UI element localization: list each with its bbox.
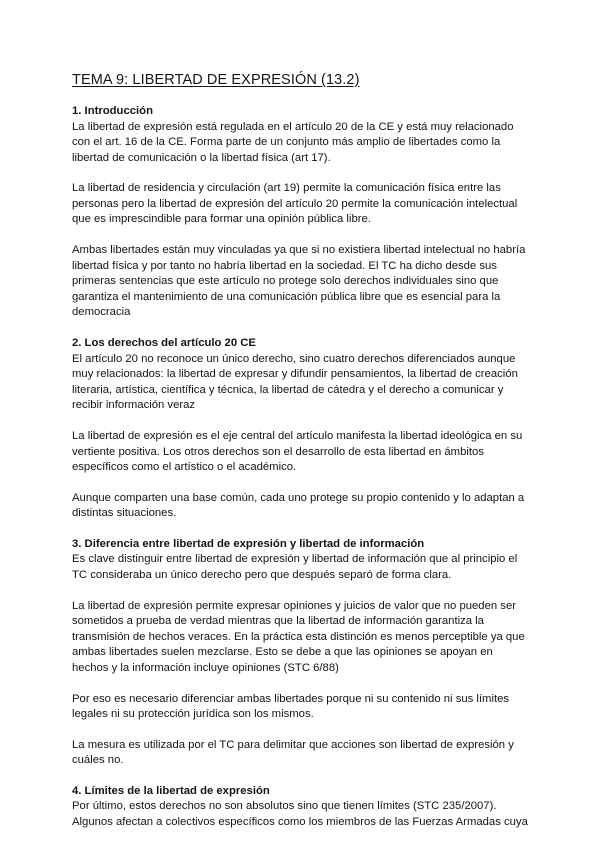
paragraph: Por último, estos derechos no son absolutos sino que tienen límites (STC 235/2007). Algunos afectan a colectivos específicos como los miembros de las Fuerzas Armadas cuya: [72, 800, 528, 828]
section-introduccion: [72, 104, 532, 321]
paragraph: Ambas libertades están muy vinculadas ya que si no existiera libertad intelectual no habría libertad física y por tanto no habría libertad en la sociedad. El TC ha dicho desde sus primeras sentencias que este artículo no protege solo derechos individuales sino que garantiza el mantenimiento de una comunicación pública libre que es esencial para la democracia: [72, 244, 526, 319]
paragraph: La mesura es utilizada por el TC para delimitar que acciones son libertad de expresión y cuáles no.: [72, 738, 514, 767]
paragraph: El artículo 20 no reconoce un único derecho, sino cuatro derechos diferenciados aunque muy relacionados: la libertad de expresar y difundir pensamientos, la libertad de creación literaria, artística, científica y técnica, la libertad de cátedra y el derecho a comunicar y recibir información veraz: [72, 352, 518, 412]
paragraph: Por eso es necesario diferenciar ambas libertades porque ni su contenido ni sus límites legales ni su protección jurídica son los mismos.: [72, 692, 510, 721]
paragraph: La libertad de expresión está regulada en el artículo 20 de la CE y está muy relacionado con el art. 16 de la CE. Forma parte de un conjunto más amplio de libertades como la libertad de comunicación o la libertad física (art 17).: [72, 120, 514, 164]
section-heading: 3. Diferencia entre libertad de expresión y libertad de información: [72, 537, 425, 550]
section-limites-libertad-expresion: [72, 784, 532, 831]
section-diferencia-expresion-informacion: [72, 537, 532, 769]
paragraph: La libertad de expresión permite expresar opiniones y juicios de valor que no pueden ser sometidos a prueba de verdad mientras que la libertad de información garantiza la transmisión de hechos veraces. En la práctica esta distinción es menos perceptible ya que ambas libertades suelen mezclarse. Esto se debe a que las opiniones se apoyan en hechos y la información incluye opiniones (STC 6/88): [72, 599, 525, 674]
paragraph: Aunque comparten una base común, cada uno protege su propio contenido y lo adaptan a distintas situaciones.: [72, 491, 525, 520]
section-heading: 2. Los derechos del artículo 20 CE: [72, 337, 256, 350]
document-page: [72, 70, 532, 846]
section-heading: 1. Introducción: [72, 105, 153, 117]
section-heading: 4. Límites de la libertad de expresión: [72, 784, 270, 797]
paragraph: La libertad de expresión es el eje central del artículo manifesta la libertad ideológica en su vertiente positiva. Los otros derechos son el desarrollo de esta libertad en ámbitos específicos como el artístico o el académico.: [72, 429, 523, 474]
document-title: TEMA 9: LIBERTAD DE EXPRESIÓN (13.2): [72, 72, 360, 88]
paragraph: Es clave distinguir entre libertad de expresión y libertad de información que al principio el TC consideraba un único derecho pero que después separó de forma clara.: [72, 553, 518, 581]
paragraph: La libertad de residencia y circulación (art 19) permite la comunicación física entre las personas pero la libertad de expresión del artículo 20 permite la comunicación intelectual que es imprescindible para formar una opinión pública libre.: [72, 182, 518, 226]
section-derechos-articulo-20: [72, 336, 532, 522]
